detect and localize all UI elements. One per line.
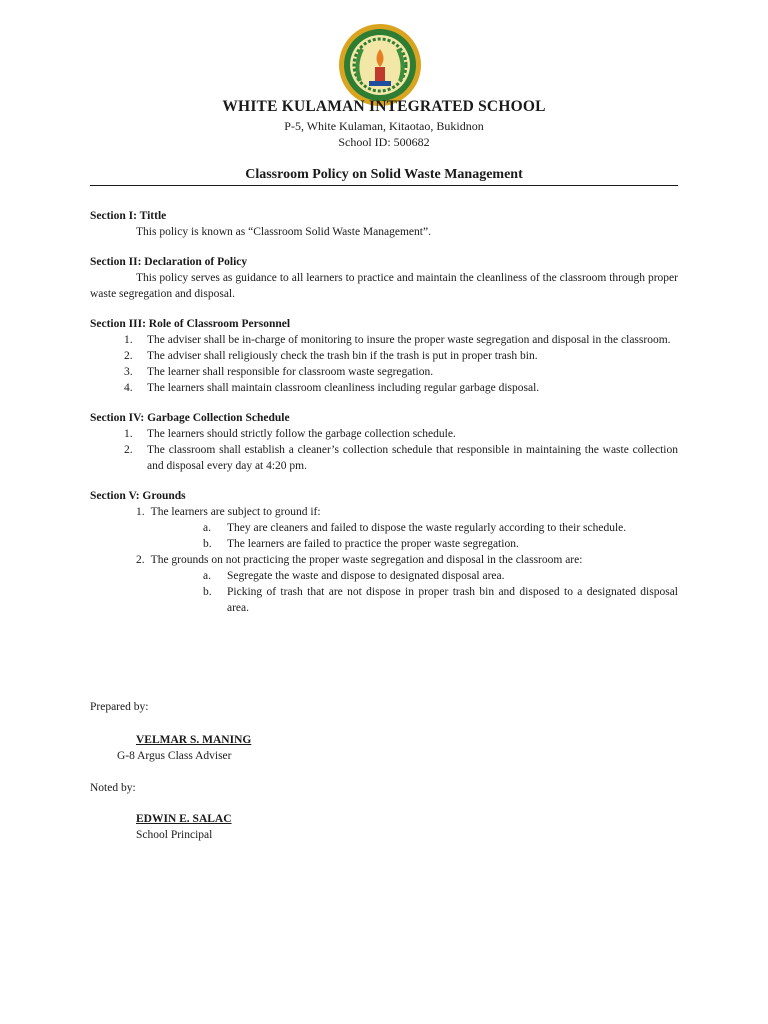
noter-name: EDWIN E. SALAC: [136, 813, 232, 825]
section-1-heading: Section I: Tittle: [90, 210, 167, 222]
ground-sub-item: a. Segregate the waste and dispose to designated disposal area.: [203, 570, 505, 582]
policy-body: [90, 208, 678, 616]
list-item: 3. The learner shall responsible for classroom waste segregation.: [124, 366, 434, 378]
list-item: 1. The adviser shall be in-charge of monitoring to insure the proper waste segregation and disposal in the classroom.: [124, 334, 671, 346]
section-5-heading: Section V: Grounds: [90, 490, 186, 502]
ground-sub-item: b. The learners are failed to practice the proper waste segregation.: [203, 538, 519, 550]
title-divider: [90, 185, 678, 186]
school-name: WHITE KULAMAN INTEGRATED SCHOOL: [222, 98, 546, 115]
list-item: 1. The learners should strictly follow the garbage collection schedule.: [124, 428, 456, 440]
school-address: P-5, White Kulaman, Kitaotao, Bukidnon: [284, 119, 484, 133]
ground-sub-item: a. They are cleaners and failed to dispose the waste regularly according to their schedule.: [203, 522, 627, 534]
ground-sub-item: b. Picking of trash that are not dispose in proper trash bin and disposed to a designated disposal area.: [203, 586, 678, 614]
ground-item: 2. The grounds on not practicing the proper waste segregation and disposal in the classroom are:: [136, 554, 583, 566]
section-2-heading: Section II: Declaration of Policy: [90, 256, 248, 268]
school-seal-logo: [338, 23, 422, 107]
ground-item: 1. The learners are subject to ground if:: [136, 506, 321, 518]
section-3-list: [90, 332, 678, 396]
document-title: Classroom Policy on Solid Waste Management: [245, 167, 523, 182]
section-4-heading: Section IV: Garbage Collection Schedule: [90, 412, 290, 424]
prepared-by-label: Prepared by:: [90, 701, 149, 713]
list-item: 2. The adviser shall religiously check the trash bin if the trash is put in proper trash bin.: [124, 350, 538, 362]
preparer-name: VELMAR S. MANING: [136, 734, 252, 746]
section-2-text: This policy serves as guidance to all learners to practice and maintain the cleanliness of the classroom through proper waste segregation and disposal.: [90, 272, 678, 300]
section-4-list: [90, 426, 678, 474]
list-item: 4. The learners shall maintain classroom cleanliness including regular garbage disposal.: [124, 382, 540, 394]
preparer-title: G-8 Argus Class Adviser: [117, 750, 232, 762]
school-id: School ID: 500682: [338, 135, 430, 149]
list-item: 2. The classroom shall establish a cleaner’s collection schedule that responsible in maintaining the waste collection and disposal every day at 4:20 pm.: [124, 444, 678, 472]
noter-title: School Principal: [136, 829, 213, 841]
section-1-text: This policy is known as “Classroom Solid Waste Management”.: [136, 226, 431, 238]
noted-by-label: Noted by:: [90, 782, 136, 794]
section-3-heading: Section III: Role of Classroom Personnel: [90, 318, 291, 330]
